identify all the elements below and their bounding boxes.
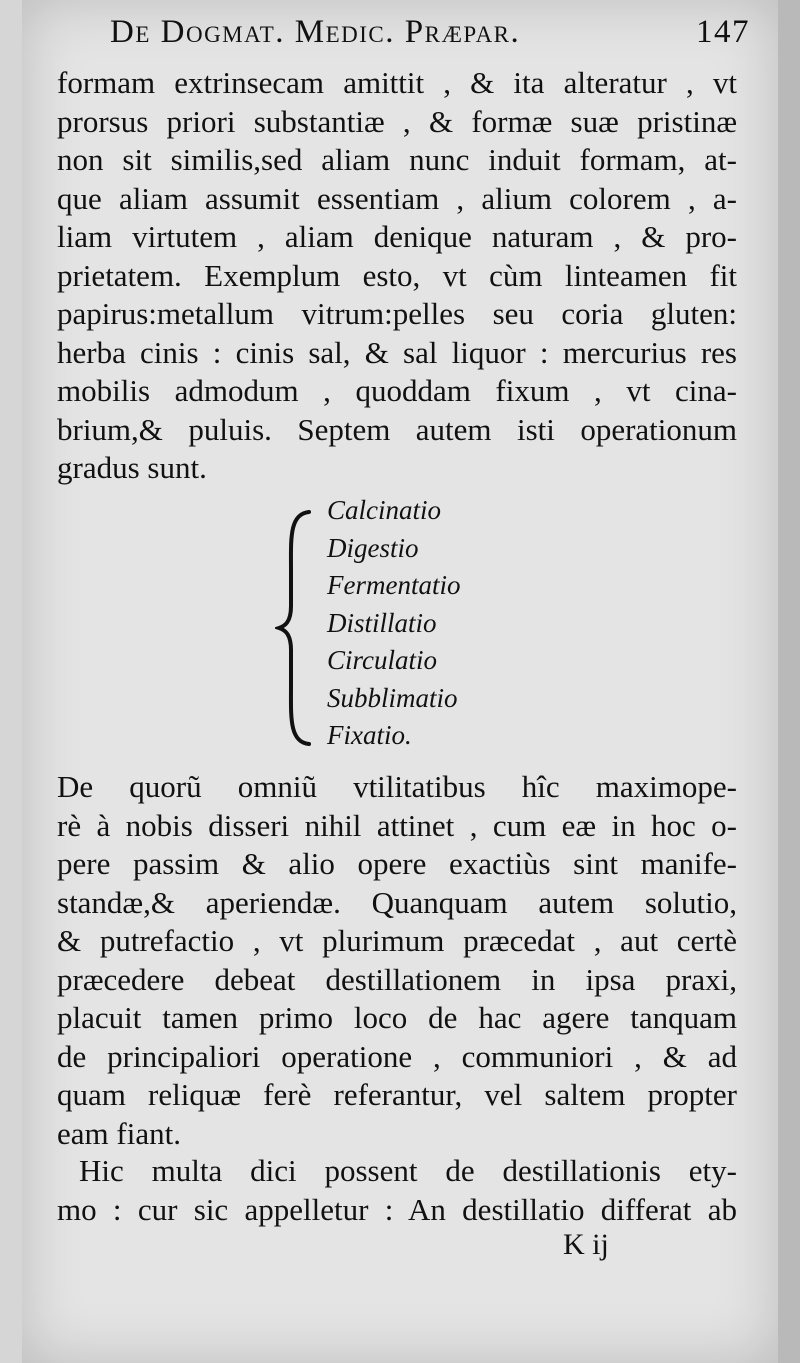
operation-item: Digestio (327, 532, 419, 563)
text-line: mo : cur sic appelletur : An destillatio differat ab (57, 1191, 737, 1227)
text-line: pere passim & alio opere exactiùs sint manife- (57, 846, 737, 881)
paragraph-transformation (57, 64, 737, 488)
operation-item: Fixatio. (327, 720, 412, 750)
curly-brace-icon (275, 510, 315, 746)
text-line: & putrefactio , vt plurimum præcedat , aut certè (57, 923, 737, 958)
paragraph-utility (57, 768, 737, 1153)
page-gutter (0, 0, 22, 1363)
text-line: formam extrinsecam amittit , & ita alteratur , vt (57, 65, 737, 100)
text-line: non sit similis,sed aliam nunc induit formam, at- (57, 142, 737, 177)
text-line: placuit tamen primo loco de hac agere tanquam (57, 1000, 737, 1035)
operation-item: Subblimatio (327, 682, 458, 713)
operation-item: Fermentatio (327, 570, 461, 600)
text-line: herba cinis : cinis sal, & sal liquor : mercurius res (57, 334, 737, 370)
text-line: liam virtutem , aliam denique naturam , & pro- (57, 219, 737, 254)
text-line: prorsus priori substantiæ , & formæ suæ pristinæ (57, 103, 737, 139)
operations-list (275, 492, 535, 764)
text-line: quam reliquæ ferè referantur, vel saltem propter (57, 1077, 737, 1112)
text-line: præcedere debeat destillationem in ipsa praxi, (57, 961, 737, 997)
running-head-title: De Dogmat. Medic. Præpar. (110, 14, 521, 50)
text-line: De quorũ omniũ vtilitatibus hîc maximope- (57, 769, 737, 804)
operation-item: Distillatio (327, 607, 437, 638)
paragraph-etymology (57, 1152, 737, 1229)
text-line: mobilis admodum , quoddam fixum , vt cina- (57, 373, 737, 408)
text-line: gradus sunt. (57, 450, 207, 485)
text-line: standæ,& aperiendæ. Quanquam autem solutio, (57, 884, 737, 920)
text-line: rè à nobis disseri nihil attinet , cum eæ in hoc o- (57, 807, 737, 843)
text-line: brium,& puluis. Septem autem isti operationum (57, 411, 737, 447)
text-line: que aliam assumit essentiam , alium colorem , a- (57, 180, 737, 216)
operation-item: Calcinatio (327, 495, 441, 525)
text-line: prietatem. Exemplum esto, vt cùm linteamen fit (57, 257, 737, 293)
operations-items (327, 492, 547, 755)
operation-item: Circulatio (327, 645, 438, 675)
signature-mark: K ij (563, 1228, 609, 1261)
running-head (110, 14, 750, 54)
text-line: papirus:metallum vitrum:pelles seu coria gluten: (57, 296, 737, 331)
text-line: Hic multa dici possent de destillationis ety- (79, 1153, 737, 1188)
text-line: eam fiant. (57, 1115, 181, 1151)
text-line: de principaliori operatione , communiori , & ad (57, 1038, 737, 1074)
page-number: 147 (696, 14, 750, 50)
